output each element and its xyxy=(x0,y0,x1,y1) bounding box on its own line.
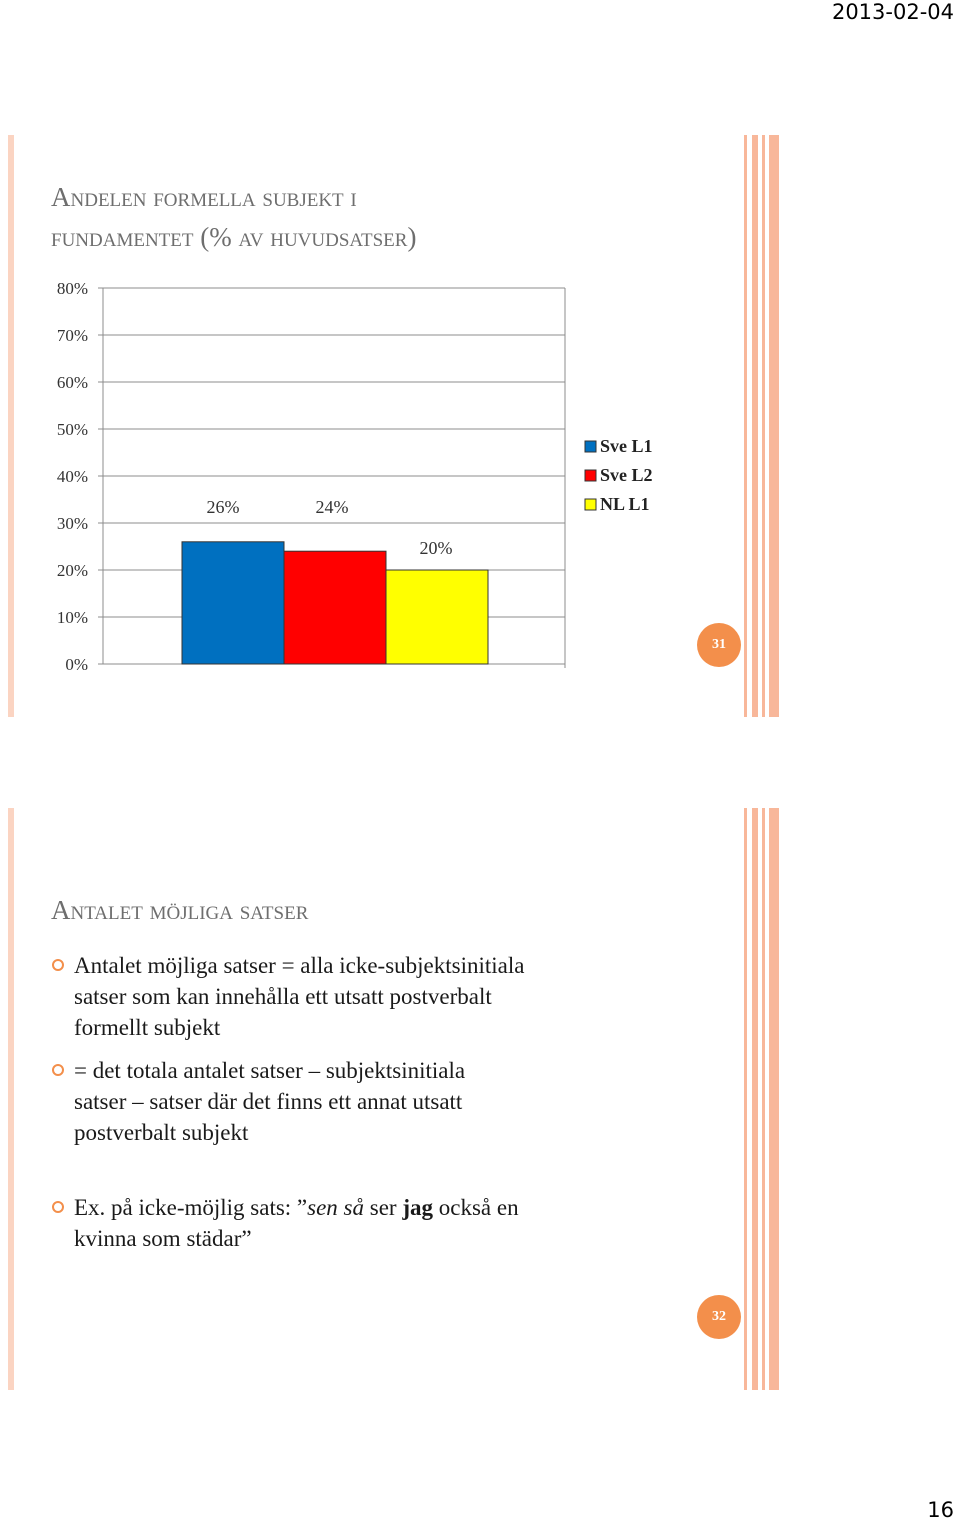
bullet-3-line-2: kvinna som städar” xyxy=(74,1226,252,1251)
legend-label: NL L1 xyxy=(600,494,650,514)
y-tick-label: 20% xyxy=(56,561,88,580)
data-label: 20% xyxy=(419,538,453,558)
bar-sve-l2 xyxy=(284,551,386,664)
y-tick-label: 80% xyxy=(56,279,88,298)
y-tick-label: 60% xyxy=(56,373,88,392)
slide-title: Antalet möjliga satser xyxy=(51,895,309,925)
example-prefix: Ex. på icke-möjlig sats: ” xyxy=(74,1195,308,1220)
bullet-item-2 xyxy=(50,1055,700,1148)
slide-31 xyxy=(0,135,790,717)
title-line-2: fundamentet (% av huvudsatser) xyxy=(51,222,417,252)
slide-number-badge: 31 xyxy=(697,623,741,667)
chart-bars xyxy=(182,542,488,664)
bullet-3-line-1 xyxy=(74,1192,700,1223)
bullet-1-line-1: Antalet möjliga satser = alla icke-subjektsinitiala xyxy=(74,953,525,978)
y-tick-label: 70% xyxy=(56,326,88,345)
y-tick-label: 40% xyxy=(56,467,88,486)
page-number: 16 xyxy=(927,1498,954,1522)
bullet-2-line-1: = det totala antalet satser – subjektsinitiala xyxy=(74,1058,466,1083)
bullet-list xyxy=(50,950,700,1254)
right-accent-bars xyxy=(744,808,780,1390)
bullet-1-line-2: satser som kan innehålla ett utsatt postverbalt xyxy=(74,984,492,1009)
bullet-item-1 xyxy=(50,950,700,1043)
example-middle-1: ser xyxy=(364,1195,403,1220)
legend-label: Sve L2 xyxy=(600,465,653,485)
bullet-2-line-3: postverbalt subjekt xyxy=(74,1120,249,1145)
page-date: 2013-02-04 xyxy=(831,0,954,24)
y-tick-label: 0% xyxy=(65,655,88,674)
y-tick-label: 50% xyxy=(56,420,88,439)
bullet-2-line-2: satser – satser där det finns ett annat utsatt xyxy=(74,1089,463,1114)
example-italic: sen så xyxy=(307,1195,365,1220)
legend-swatch xyxy=(585,441,596,452)
data-label: 24% xyxy=(315,497,349,517)
data-label: 26% xyxy=(206,497,240,517)
y-tick-label: 10% xyxy=(56,608,88,627)
title-line-1: Andelen formella subjekt i xyxy=(51,182,357,212)
slide-number-badge: 32 xyxy=(697,1295,741,1339)
legend-swatch xyxy=(585,499,596,510)
bullet-item-3 xyxy=(50,1192,700,1254)
bar-chart xyxy=(0,135,790,717)
left-accent-bar xyxy=(8,808,14,1390)
example-bold: jag xyxy=(402,1195,434,1220)
chart-legend xyxy=(585,436,653,514)
slide-32 xyxy=(0,808,790,1390)
bullet-1-line-3: formellt subjekt xyxy=(74,1015,221,1040)
bullet-icon xyxy=(52,1064,64,1076)
bullet-icon xyxy=(52,1201,64,1213)
example-middle-2: också en xyxy=(433,1195,519,1220)
bar-nl-l1 xyxy=(386,570,488,664)
legend-label: Sve L1 xyxy=(600,436,653,456)
y-tick-label: 30% xyxy=(56,514,88,533)
bar-sve-l1 xyxy=(182,542,284,664)
bullet-icon xyxy=(52,959,64,971)
legend-swatch xyxy=(585,470,596,481)
y-axis-ticks xyxy=(57,279,88,674)
